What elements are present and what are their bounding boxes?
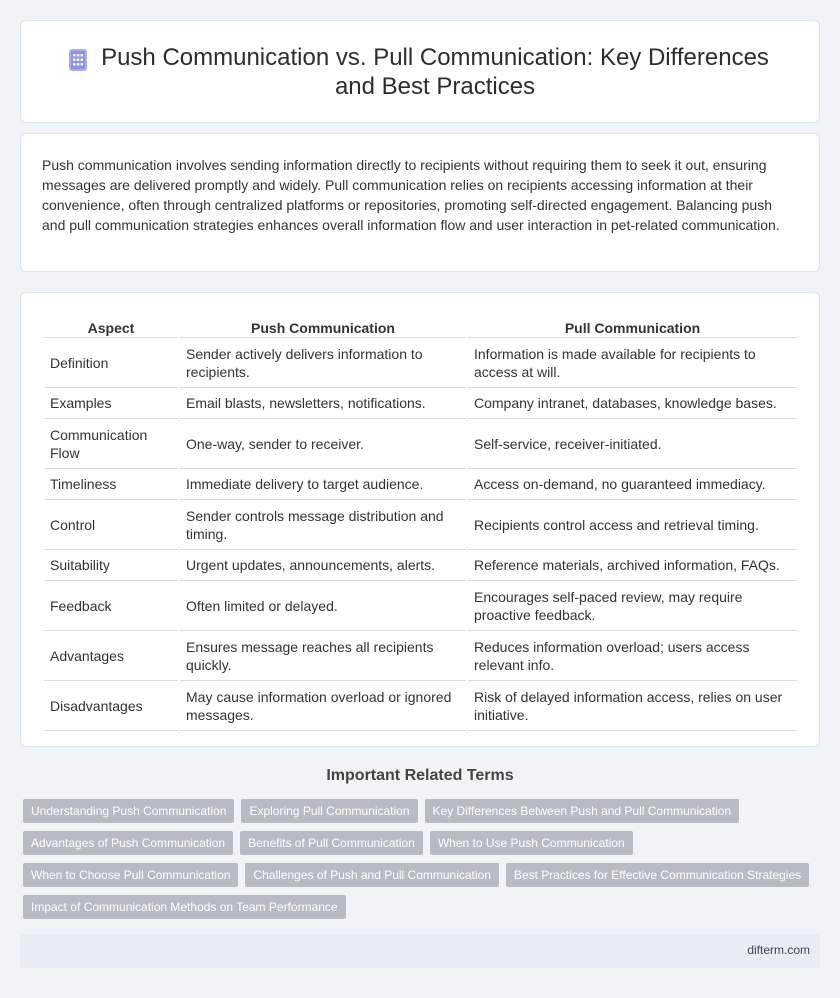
related-term-tag[interactable]: Key Differences Between Push and Pull Communication xyxy=(425,799,740,823)
cell-pull: Risk of delayed information access, relies on user initiative. xyxy=(468,681,797,731)
column-header-pull: Pull Communication xyxy=(468,314,797,338)
cell-pull: Recipients control access and retrieval timing. xyxy=(468,500,797,550)
table-row xyxy=(44,388,797,419)
cell-pull: Access on-demand, no guaranteed immediacy. xyxy=(468,469,797,500)
related-term-tag[interactable]: Best Practices for Effective Communication Strategies xyxy=(506,863,809,887)
cell-aspect: Disadvantages xyxy=(44,681,178,731)
title-card xyxy=(20,20,820,123)
related-term-tag[interactable]: Challenges of Push and Pull Communication xyxy=(245,863,498,887)
cell-push: Ensures message reaches all recipients quickly. xyxy=(180,631,466,681)
cell-aspect: Communication Flow xyxy=(44,419,178,469)
cell-aspect: Examples xyxy=(44,388,178,419)
table-row xyxy=(44,550,797,581)
cell-push: One-way, sender to receiver. xyxy=(180,419,466,469)
related-term-tag[interactable]: Benefits of Pull Communication xyxy=(240,831,423,855)
cell-aspect: Control xyxy=(44,500,178,550)
cell-pull: Information is made available for recipients to access at will. xyxy=(468,338,797,388)
cell-push: Urgent updates, announcements, alerts. xyxy=(180,550,466,581)
footer xyxy=(20,934,820,968)
comparison-table xyxy=(42,314,799,731)
table-row xyxy=(44,581,797,631)
cell-aspect: Suitability xyxy=(44,550,178,581)
related-term-tag[interactable]: Impact of Communication Methods on Team Performance xyxy=(23,895,346,919)
related-term-tag[interactable]: Advantages of Push Communication xyxy=(23,831,233,855)
column-header-aspect: Aspect xyxy=(44,314,178,338)
cell-push: May cause information overload or ignored messages. xyxy=(180,681,466,731)
cell-push: Sender actively delivers information to recipients. xyxy=(180,338,466,388)
cell-push: Often limited or delayed. xyxy=(180,581,466,631)
related-term-tag[interactable]: When to Use Push Communication xyxy=(430,831,633,855)
intro-card xyxy=(20,133,820,272)
cell-pull: Reference materials, archived information, FAQs. xyxy=(468,550,797,581)
table-row xyxy=(44,419,797,469)
cell-aspect: Definition xyxy=(44,338,178,388)
page-title: Push Communication vs. Pull Communication: Key Differences and Best Practices xyxy=(101,44,769,100)
table-row xyxy=(44,631,797,681)
table-row xyxy=(44,469,797,500)
cell-pull: Company intranet, databases, knowledge bases. xyxy=(468,388,797,419)
cell-aspect: Feedback xyxy=(44,581,178,631)
cell-pull: Reduces information overload; users access relevant info. xyxy=(468,631,797,681)
table-row xyxy=(44,681,797,731)
related-term-tag[interactable]: Understanding Push Communication xyxy=(23,799,234,823)
cell-aspect: Timeliness xyxy=(44,469,178,500)
related-terms-list xyxy=(23,799,823,919)
cell-push: Email blasts, newsletters, notifications. xyxy=(180,388,466,419)
table-header-row xyxy=(44,314,797,338)
comparison-table-card xyxy=(20,292,820,747)
table-row xyxy=(44,500,797,550)
intro-paragraph: Push communication involves sending information directly to recipients without requiring them to seek it out, ensuring messages are delivered promptly and widely. Pull communication relies on recipients accessing information at their convenience, often through centralized platforms or repositories, promoting self-directed engagement. Balancing push and pull communication strategies enhances overall information flow and user interaction in pet-related communication. xyxy=(42,157,780,233)
table-row xyxy=(44,338,797,388)
cell-push: Sender controls message distribution and timing. xyxy=(180,500,466,550)
cell-push: Immediate delivery to target audience. xyxy=(180,469,466,500)
cell-pull: Self-service, receiver-initiated. xyxy=(468,419,797,469)
cell-aspect: Advantages xyxy=(44,631,178,681)
footer-site-link[interactable]: difterm.com xyxy=(747,943,810,957)
related-term-tag[interactable]: When to Choose Pull Communication xyxy=(23,863,238,887)
related-term-tag[interactable]: Exploring Pull Communication xyxy=(241,799,417,823)
cell-pull: Encourages self-paced review, may require proactive feedback. xyxy=(468,581,797,631)
related-terms-heading: Important Related Terms xyxy=(326,767,514,784)
column-header-push: Push Communication xyxy=(180,314,466,338)
